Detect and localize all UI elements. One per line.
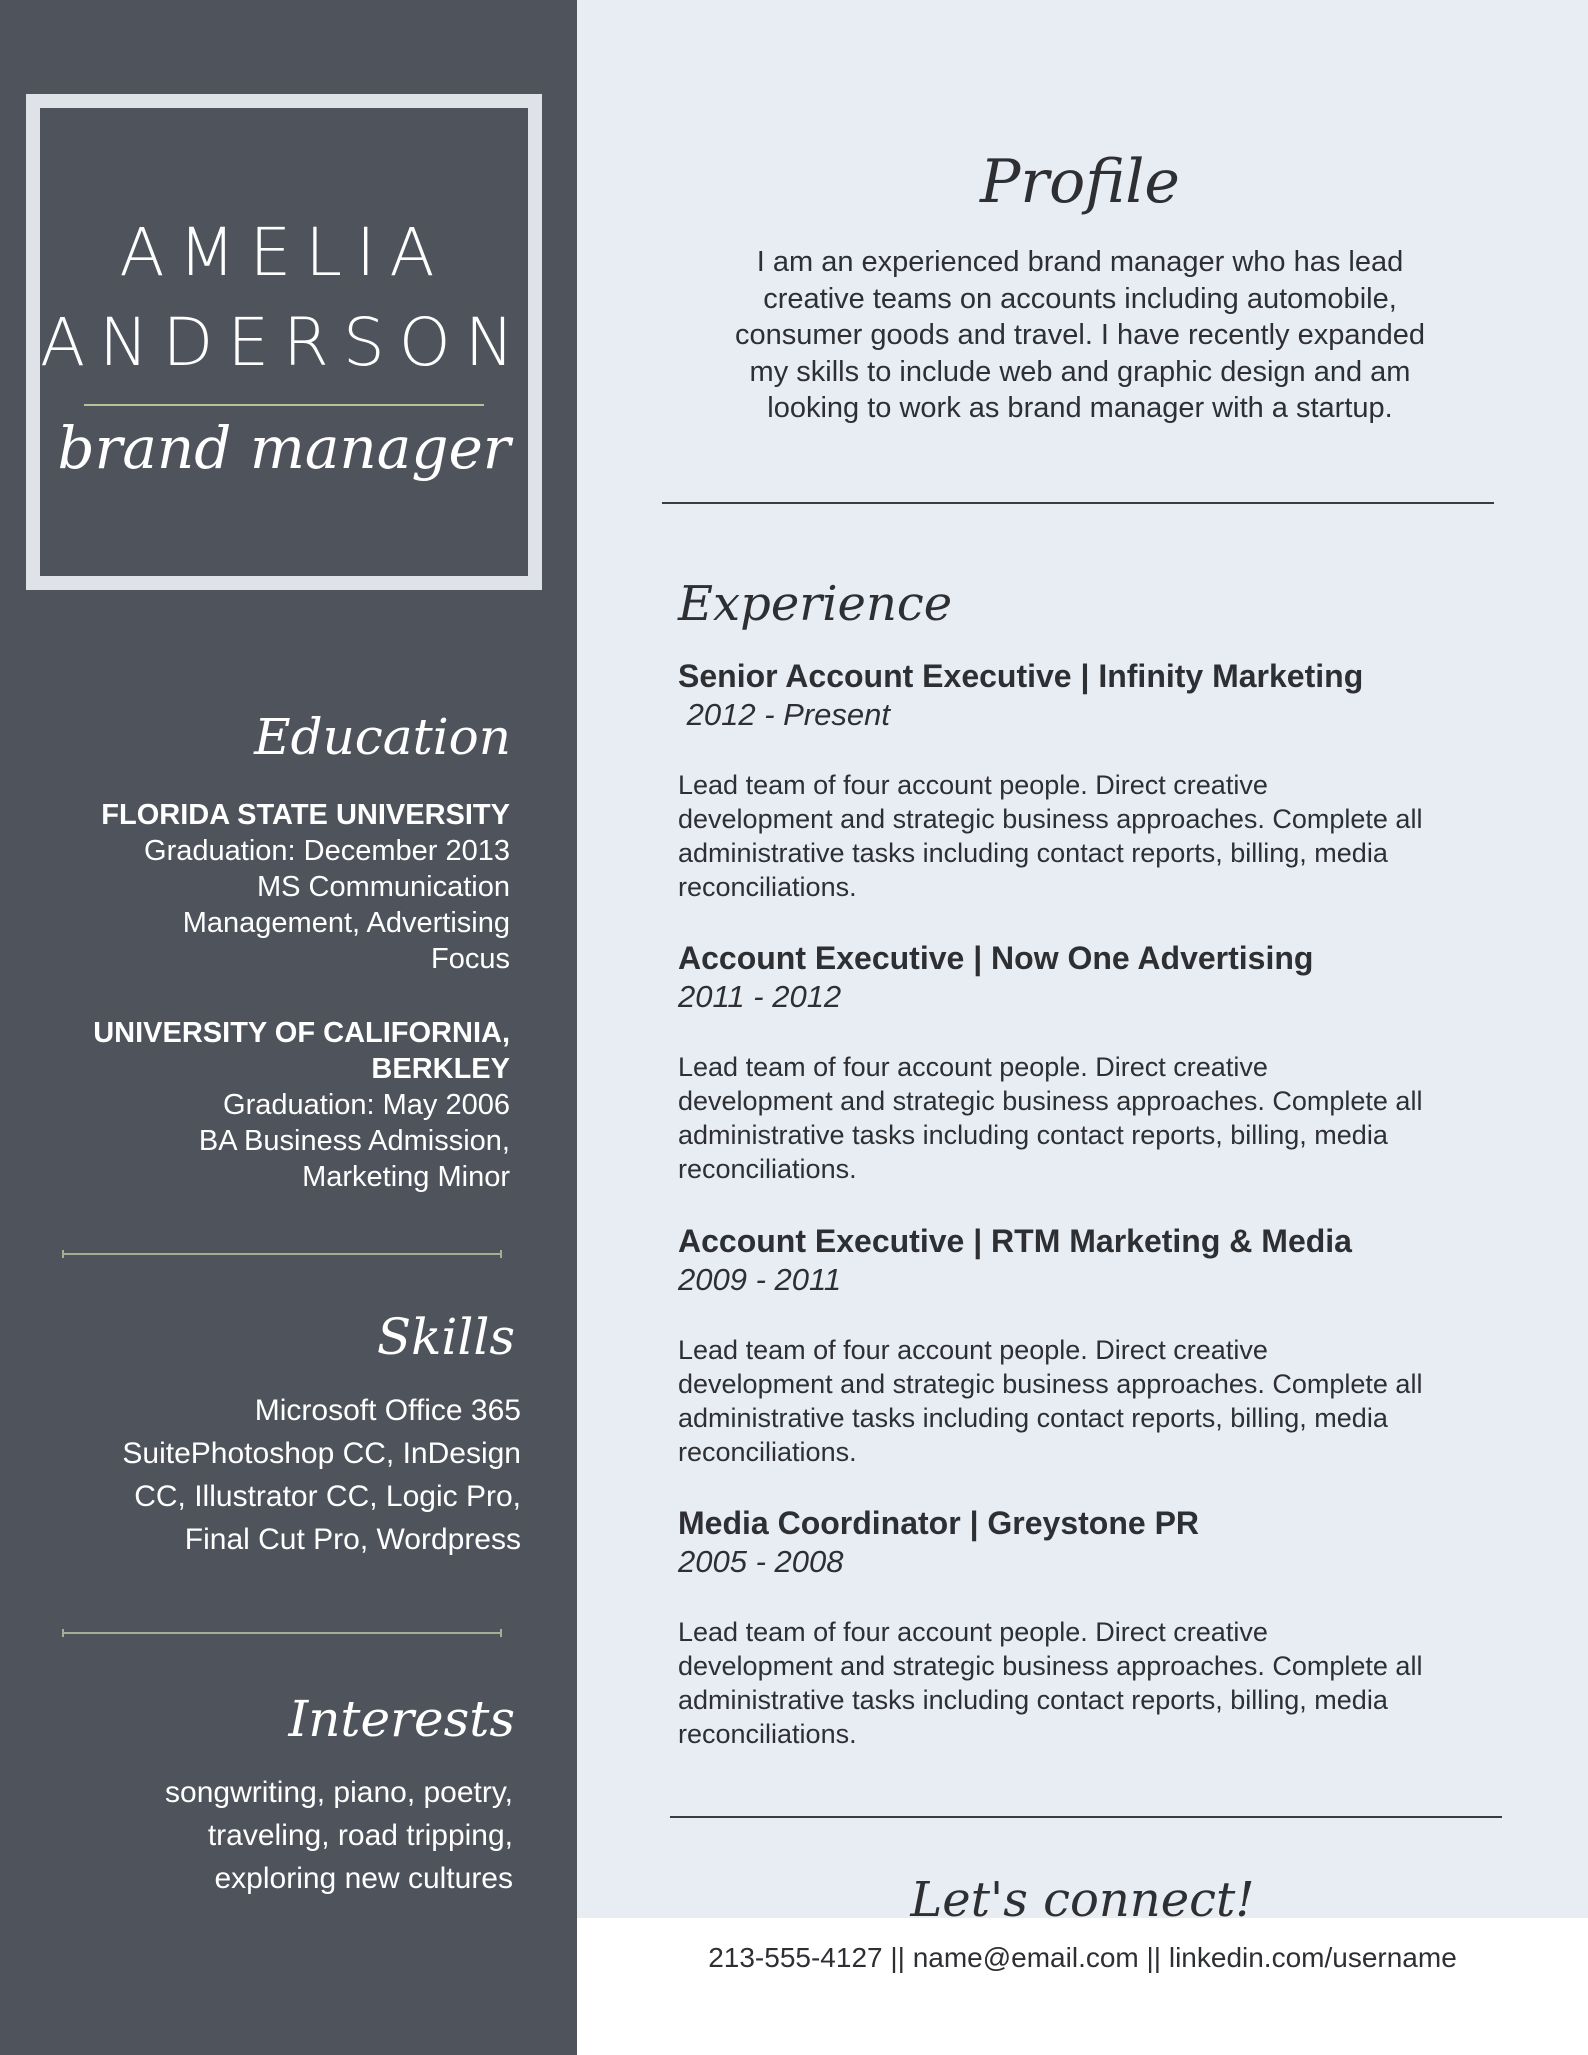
school-name: UNIVERSITY OF CALIFORNIA, bbox=[93, 1017, 510, 1049]
job-description-line: Lead team of four account people. Direct creative bbox=[678, 1617, 1268, 1647]
job-description-line: development and strategic business approaches. Complete all bbox=[678, 1651, 1423, 1681]
connect-heading: Let's connect! bbox=[910, 1872, 1255, 1928]
interests-heading: Interests bbox=[288, 1690, 515, 1748]
job-description bbox=[678, 1615, 1498, 1751]
job-description-line: Lead team of four account people. Direct creative bbox=[678, 770, 1268, 800]
job-description-line: reconciliations. bbox=[678, 1154, 857, 1184]
experience-heading: Experience bbox=[678, 576, 953, 632]
profile-line: I am an experienced brand manager who has lead bbox=[756, 246, 1404, 278]
skills-line: CC, Illustrator CC, Logic Pro, bbox=[134, 1480, 521, 1513]
education-line: MS Communication bbox=[256, 871, 510, 903]
job-description-line: development and strategic business approaches. Complete all bbox=[678, 1086, 1423, 1116]
first-name: AMELIA bbox=[119, 214, 449, 291]
skills-line: SuitePhotoshop CC, InDesign bbox=[122, 1437, 521, 1470]
job-description-line: Lead team of four account people. Direct creative bbox=[678, 1335, 1268, 1365]
interests-list bbox=[165, 1771, 513, 1900]
education-line: Marketing Minor bbox=[302, 1161, 510, 1193]
education-line: Management, Advertising bbox=[182, 907, 510, 939]
education-line: Graduation: December 2013 bbox=[144, 835, 510, 867]
job-entry bbox=[678, 656, 1498, 904]
skills-heading: Skills bbox=[376, 1308, 515, 1366]
job-description bbox=[678, 1333, 1498, 1469]
job-title: Senior Account Executive | Infinity Marketing bbox=[678, 658, 1364, 694]
profile-line: creative teams on accounts including automobile, bbox=[763, 282, 1397, 315]
profile-line: looking to work as brand manager with a startup. bbox=[767, 392, 1393, 424]
skills-line: Microsoft Office 365 bbox=[254, 1394, 521, 1427]
footer-band bbox=[577, 1918, 1588, 2055]
job-description-line: Lead team of four account people. Direct creative bbox=[678, 1052, 1268, 1082]
job-entry bbox=[678, 1503, 1498, 1751]
job-title: Account Executive | Now One Advertising bbox=[678, 940, 1314, 976]
school-name: FLORIDA STATE UNIVERSITY bbox=[101, 799, 510, 831]
job-dates: 2005 - 2008 bbox=[678, 1544, 844, 1579]
job-entry bbox=[678, 1221, 1498, 1469]
job-entry bbox=[678, 938, 1498, 1186]
job-title: Media Coordinator | Greystone PR bbox=[678, 1505, 1200, 1541]
job-description-line: administrative tasks including contact reports, billing, media bbox=[678, 1403, 1388, 1433]
profile-heading: Profile bbox=[980, 147, 1180, 217]
job-description-line: reconciliations. bbox=[678, 1437, 857, 1467]
job-description-line: administrative tasks including contact reports, billing, media bbox=[678, 1685, 1388, 1715]
interests-line: traveling, road tripping, bbox=[207, 1819, 513, 1852]
job-description-line: reconciliations. bbox=[678, 872, 857, 902]
name-box bbox=[26, 94, 542, 590]
job-dates: 2012 - Present bbox=[678, 697, 890, 732]
skills-line: Final Cut Pro, Wordpress bbox=[184, 1523, 521, 1556]
education-heading: Education bbox=[254, 708, 511, 766]
school-name-cont: BERKLEY bbox=[371, 1053, 510, 1085]
skills-list bbox=[122, 1389, 521, 1561]
job-description-line: development and strategic business approaches. Complete all bbox=[678, 804, 1423, 834]
section-divider bbox=[662, 502, 1494, 504]
job-description-line: development and strategic business approaches. Complete all bbox=[678, 1369, 1423, 1399]
job-description bbox=[678, 1050, 1498, 1186]
section-divider bbox=[670, 1816, 1502, 1818]
section-divider bbox=[62, 1632, 502, 1634]
interests-line: songwriting, piano, poetry, bbox=[165, 1776, 513, 1809]
job-description-line: administrative tasks including contact reports, billing, media bbox=[678, 1120, 1388, 1150]
profile-line: consumer goods and travel. I have recently expanded bbox=[735, 319, 1425, 351]
profile-summary bbox=[680, 244, 1480, 427]
job-description bbox=[678, 768, 1498, 904]
contact-line: 213-555-4127 || name@email.com || linkedin.com/username bbox=[708, 1942, 1457, 1973]
education-line: BA Business Admission, bbox=[198, 1125, 510, 1157]
section-divider bbox=[62, 1253, 502, 1255]
education-entry bbox=[93, 1015, 510, 1195]
education-line: Graduation: May 2006 bbox=[223, 1089, 510, 1121]
interests-line: exploring new cultures bbox=[214, 1862, 513, 1895]
job-description-line: administrative tasks including contact reports, billing, media bbox=[678, 838, 1388, 868]
education-line: Focus bbox=[431, 943, 510, 975]
job-description-line: reconciliations. bbox=[678, 1719, 857, 1749]
job-title: Account Executive | RTM Marketing & Media bbox=[678, 1223, 1352, 1259]
last-name: ANDERSON bbox=[40, 304, 529, 381]
role-title: brand manager bbox=[57, 414, 511, 482]
job-dates: 2011 - 2012 bbox=[678, 979, 842, 1014]
name-divider bbox=[84, 404, 484, 406]
job-dates: 2009 - 2011 bbox=[678, 1262, 842, 1297]
profile-line: my skills to include web and graphic design and am bbox=[749, 355, 1411, 388]
education-entry bbox=[101, 797, 510, 977]
sidebar bbox=[0, 0, 577, 2055]
